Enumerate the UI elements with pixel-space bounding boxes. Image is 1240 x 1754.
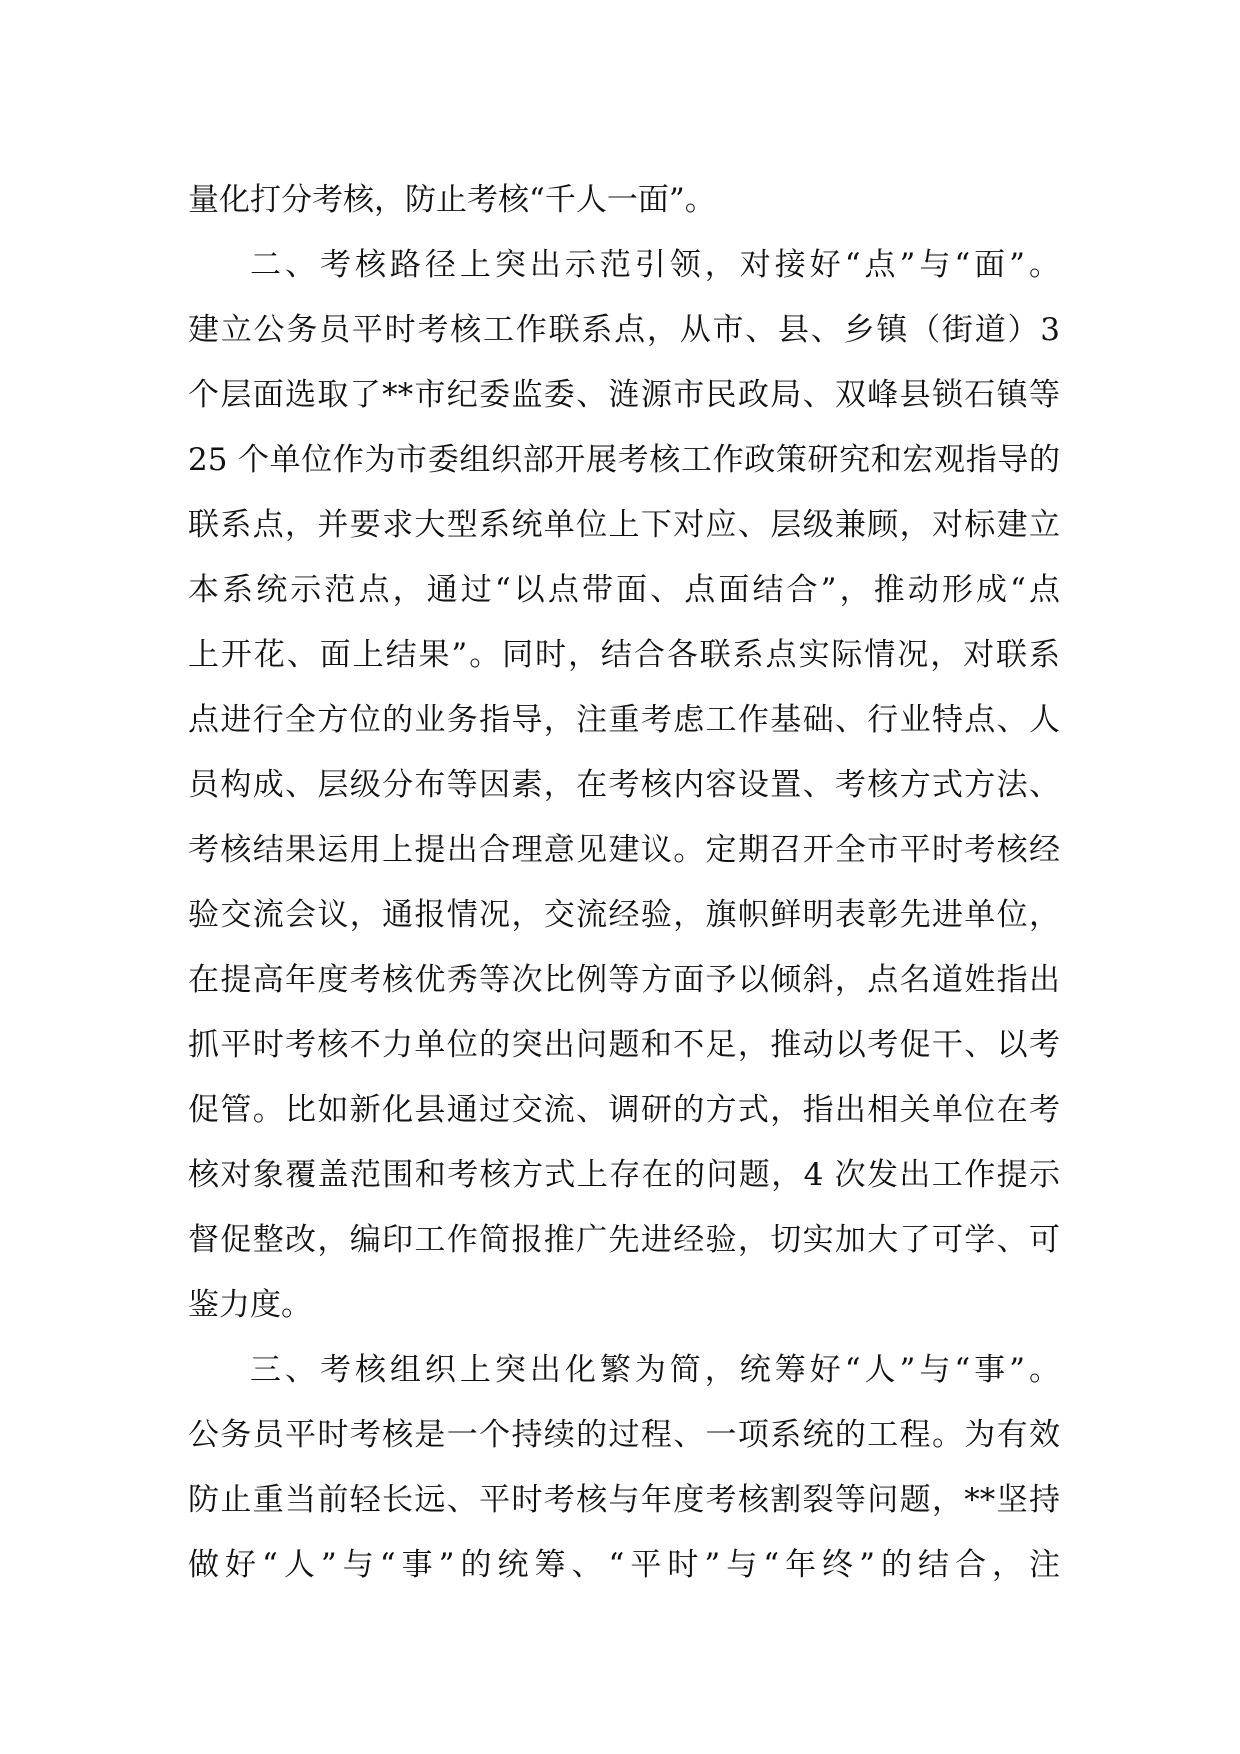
text-line: 25 个单位作为市委组织部开展考核工作政策研究和宏观指导的 <box>188 442 1060 478</box>
text-line: 促管。比如新化县通过交流、调研的方式，指出相关单位在考 <box>188 1092 1060 1128</box>
text-line: 核对象覆盖范围和考核方式上存在的问题，4 次发出工作提示 <box>188 1157 1060 1193</box>
text-line: 本系统示范点，通过“以点带面、点面结合”，推动形成“点 <box>188 572 1060 608</box>
text-line: 个层面选取了**市纪委监委、涟源市民政局、双峰县锁石镇等 <box>188 377 1060 413</box>
section-heading-line: 三、考核组织上突出化繁为简，统筹好“人”与“事”。 <box>250 1352 1060 1388</box>
text-line: 防止重当前轻长远、平时考核与年度考核割裂等问题，**坚持 <box>188 1482 1060 1518</box>
text-line: 量化打分考核，防止考核“千人一面”。 <box>188 182 716 218</box>
body-text <box>188 168 1060 1598</box>
text-line: 员构成、层级分布等因素，在考核内容设置、考核方式方法、 <box>188 767 1060 803</box>
text-line: 上开花、面上结果”。同时，结合各联系点实际情况，对联系 <box>188 637 1060 673</box>
text-line: 建立公务员平时考核工作联系点，从市、县、乡镇（街道）3 <box>188 312 1060 348</box>
text-line: 抓平时考核不力单位的突出问题和不足，推动以考促干、以考 <box>188 1027 1060 1063</box>
text-line: 考核结果运用上提出合理意见建议。定期召开全市平时考核经 <box>188 832 1060 868</box>
text-line: 鉴力度。 <box>188 1287 312 1323</box>
text-line: 验交流会议，通报情况，交流经验，旗帜鲜明表彰先进单位， <box>188 897 1060 933</box>
text-line: 点进行全方位的业务指导，注重考虑工作基础、行业特点、人 <box>188 702 1060 738</box>
text-line: 公务员平时考核是一个持续的过程、一项系统的工程。为有效 <box>188 1417 1060 1453</box>
text-line: 做好“人”与“事”的统筹、“平时”与“年终”的结合，注 <box>188 1547 1060 1583</box>
text-line: 在提高年度考核优秀等次比例等方面予以倾斜，点名道姓指出 <box>188 962 1060 998</box>
text-line: 督促整改，编印工作简报推广先进经验，切实加大了可学、可 <box>188 1222 1060 1258</box>
text-line: 联系点，并要求大型系统单位上下对应、层级兼顾，对标建立 <box>188 507 1060 543</box>
section-heading-line: 二、考核路径上突出示范引领，对接好“点”与“面”。 <box>250 247 1060 283</box>
